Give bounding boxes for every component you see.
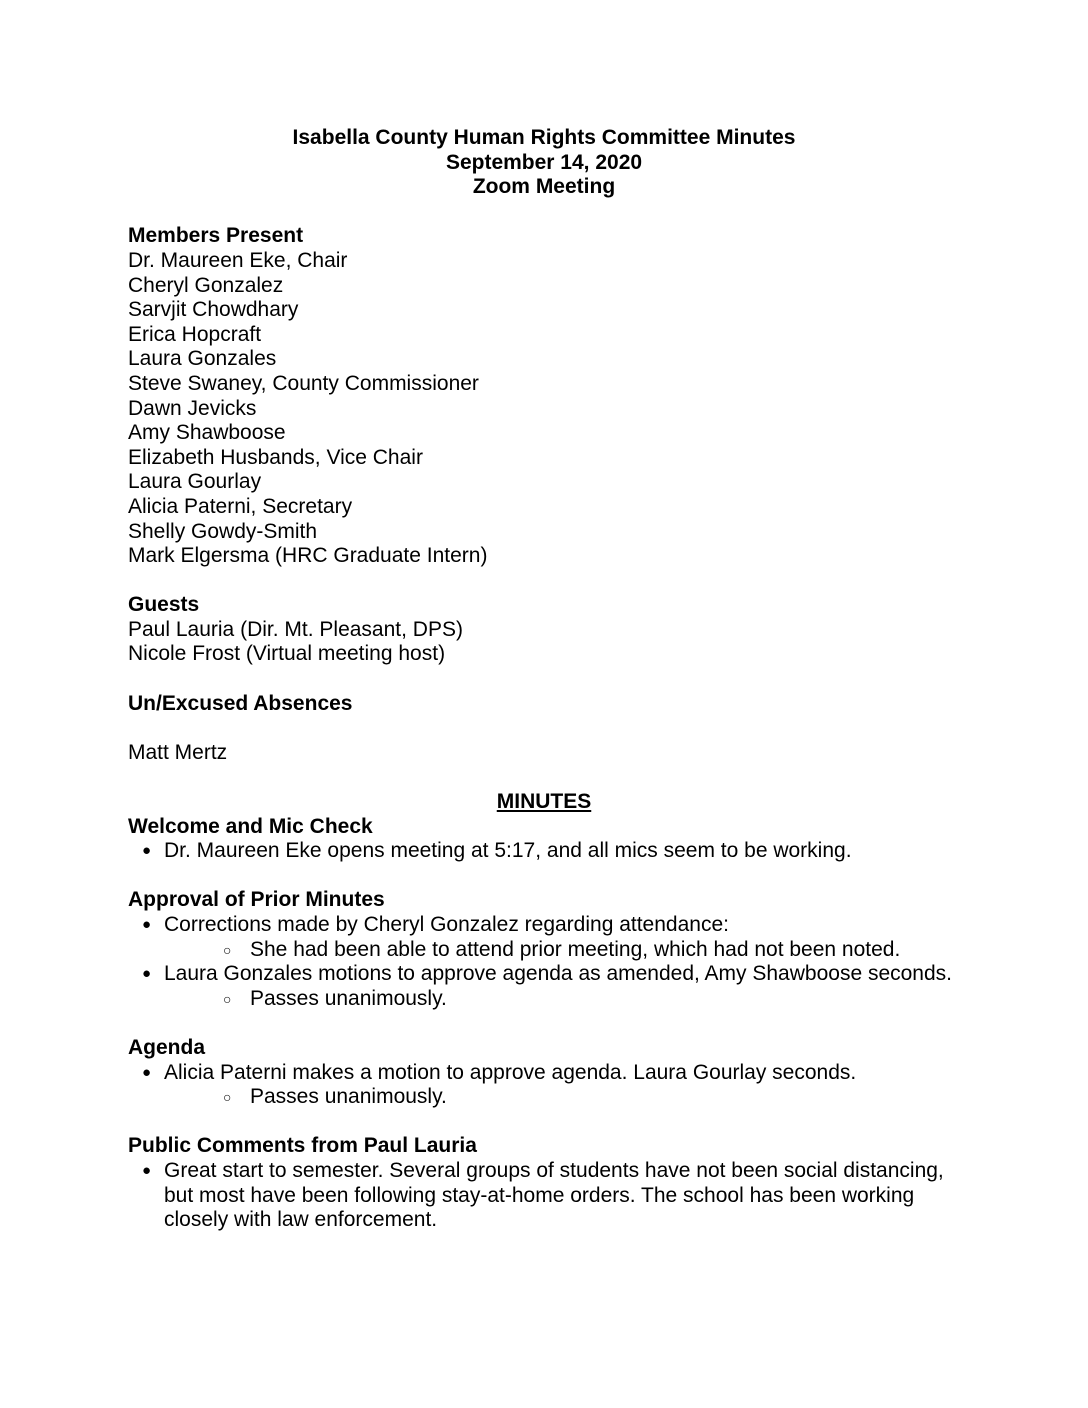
members-present-list	[128, 249, 960, 569]
bullet-icon: ●	[142, 842, 152, 860]
minutes-topic	[128, 1036, 960, 1110]
minutes-heading: MINUTES	[496, 790, 592, 814]
bullet-item	[128, 962, 960, 987]
topic-items	[128, 1061, 960, 1110]
person-name: Dr. Maureen Eke, Chair	[128, 248, 348, 272]
members-present-heading: Members Present	[128, 224, 304, 248]
person-name: Alicia Paterni, Secretary	[128, 494, 353, 518]
bullet-item	[128, 1085, 960, 1110]
bullet-text: She had been able to attend prior meeting, which had not been noted.	[250, 937, 901, 961]
bullet-text: Alicia Paterni makes a motion to approve agenda. Laura Gourlay seconds.	[164, 1060, 857, 1084]
person-name: Amy Shawboose	[128, 421, 286, 445]
bullet-text: Passes unanimously.	[250, 986, 447, 1010]
bullet-icon: ○	[223, 1089, 232, 1106]
members-present-section	[128, 224, 960, 568]
bullet-item	[128, 987, 960, 1012]
absences-section	[128, 692, 960, 766]
person-name: Laura Gonzales	[128, 347, 277, 371]
bullet-icon: ○	[223, 941, 232, 958]
minutes-topics	[128, 815, 960, 1233]
topic-heading: Approval of Prior Minutes	[128, 888, 385, 912]
document-title: Isabella County Human Rights Committee Minutes	[292, 126, 796, 149]
bullet-text: Laura Gonzales motions to approve agenda as amended, Amy Shawboose seconds.	[164, 962, 953, 986]
bullet-text: Corrections made by Cheryl Gonzalez regarding attendance:	[164, 913, 729, 936]
bullet-text: Great start to semester. Several groups of students have not been social distancing, but most have been following stay-at-home orders. The school has been working closely with law enforcement.	[164, 1158, 944, 1232]
document-meeting-type: Zoom Meeting	[472, 175, 616, 199]
person-name: Elizabeth Husbands, Vice Chair	[128, 445, 423, 469]
topic-items	[128, 839, 960, 864]
document-date: September 14, 2020	[445, 150, 643, 174]
bullet-item	[128, 1061, 960, 1086]
guests-heading: Guests	[128, 593, 200, 617]
bullet-icon: ●	[142, 965, 152, 983]
person-name: Nicole Frost (Virtual meeting host)	[128, 642, 446, 666]
document-header	[128, 126, 960, 200]
person-name: Paul Lauria (Dir. Mt. Pleasant, DPS)	[128, 617, 463, 641]
person-name: Matt Mertz	[128, 740, 228, 764]
minutes-topic	[128, 1134, 960, 1232]
topic-heading: Welcome and Mic Check	[128, 814, 373, 838]
person-name: Erica Hopcraft	[128, 322, 262, 346]
person-name: Steve Swaney, County Commissioner	[128, 371, 479, 395]
guests-section	[128, 593, 960, 667]
bullet-icon: ○	[223, 990, 232, 1007]
topic-items	[128, 913, 960, 1011]
person-name: Laura Gourlay	[128, 470, 262, 494]
bullet-item	[128, 938, 960, 963]
absences-list	[128, 741, 960, 766]
minutes-section	[128, 790, 960, 1233]
bullet-item	[128, 1159, 960, 1233]
person-name: Cheryl Gonzalez	[128, 273, 284, 297]
topic-heading: Public Comments from Paul Lauria	[128, 1134, 477, 1158]
person-name: Mark Elgersma (HRC Graduate Intern)	[128, 544, 488, 568]
person-name: Shelly Gowdy-Smith	[128, 519, 318, 543]
person-name: Dawn Jevicks	[128, 396, 257, 420]
bullet-text: Passes unanimously.	[250, 1085, 447, 1109]
bullet-item	[128, 839, 960, 864]
person-name: Sarvjit Chowdhary	[128, 298, 299, 322]
absences-heading: Un/Excused Absences	[128, 691, 353, 715]
bullet-text: Dr. Maureen Eke opens meeting at 5:17, and all mics seem to be working.	[164, 839, 852, 863]
minutes-topic	[128, 888, 960, 1011]
bullet-icon: ●	[142, 1161, 152, 1179]
bullet-item	[128, 913, 960, 938]
guests-list	[128, 618, 960, 667]
minutes-topic	[128, 815, 960, 864]
topic-items	[128, 1159, 960, 1233]
bullet-icon: ●	[142, 916, 152, 933]
topic-heading: Agenda	[128, 1035, 206, 1059]
bullet-icon: ●	[142, 1063, 152, 1081]
